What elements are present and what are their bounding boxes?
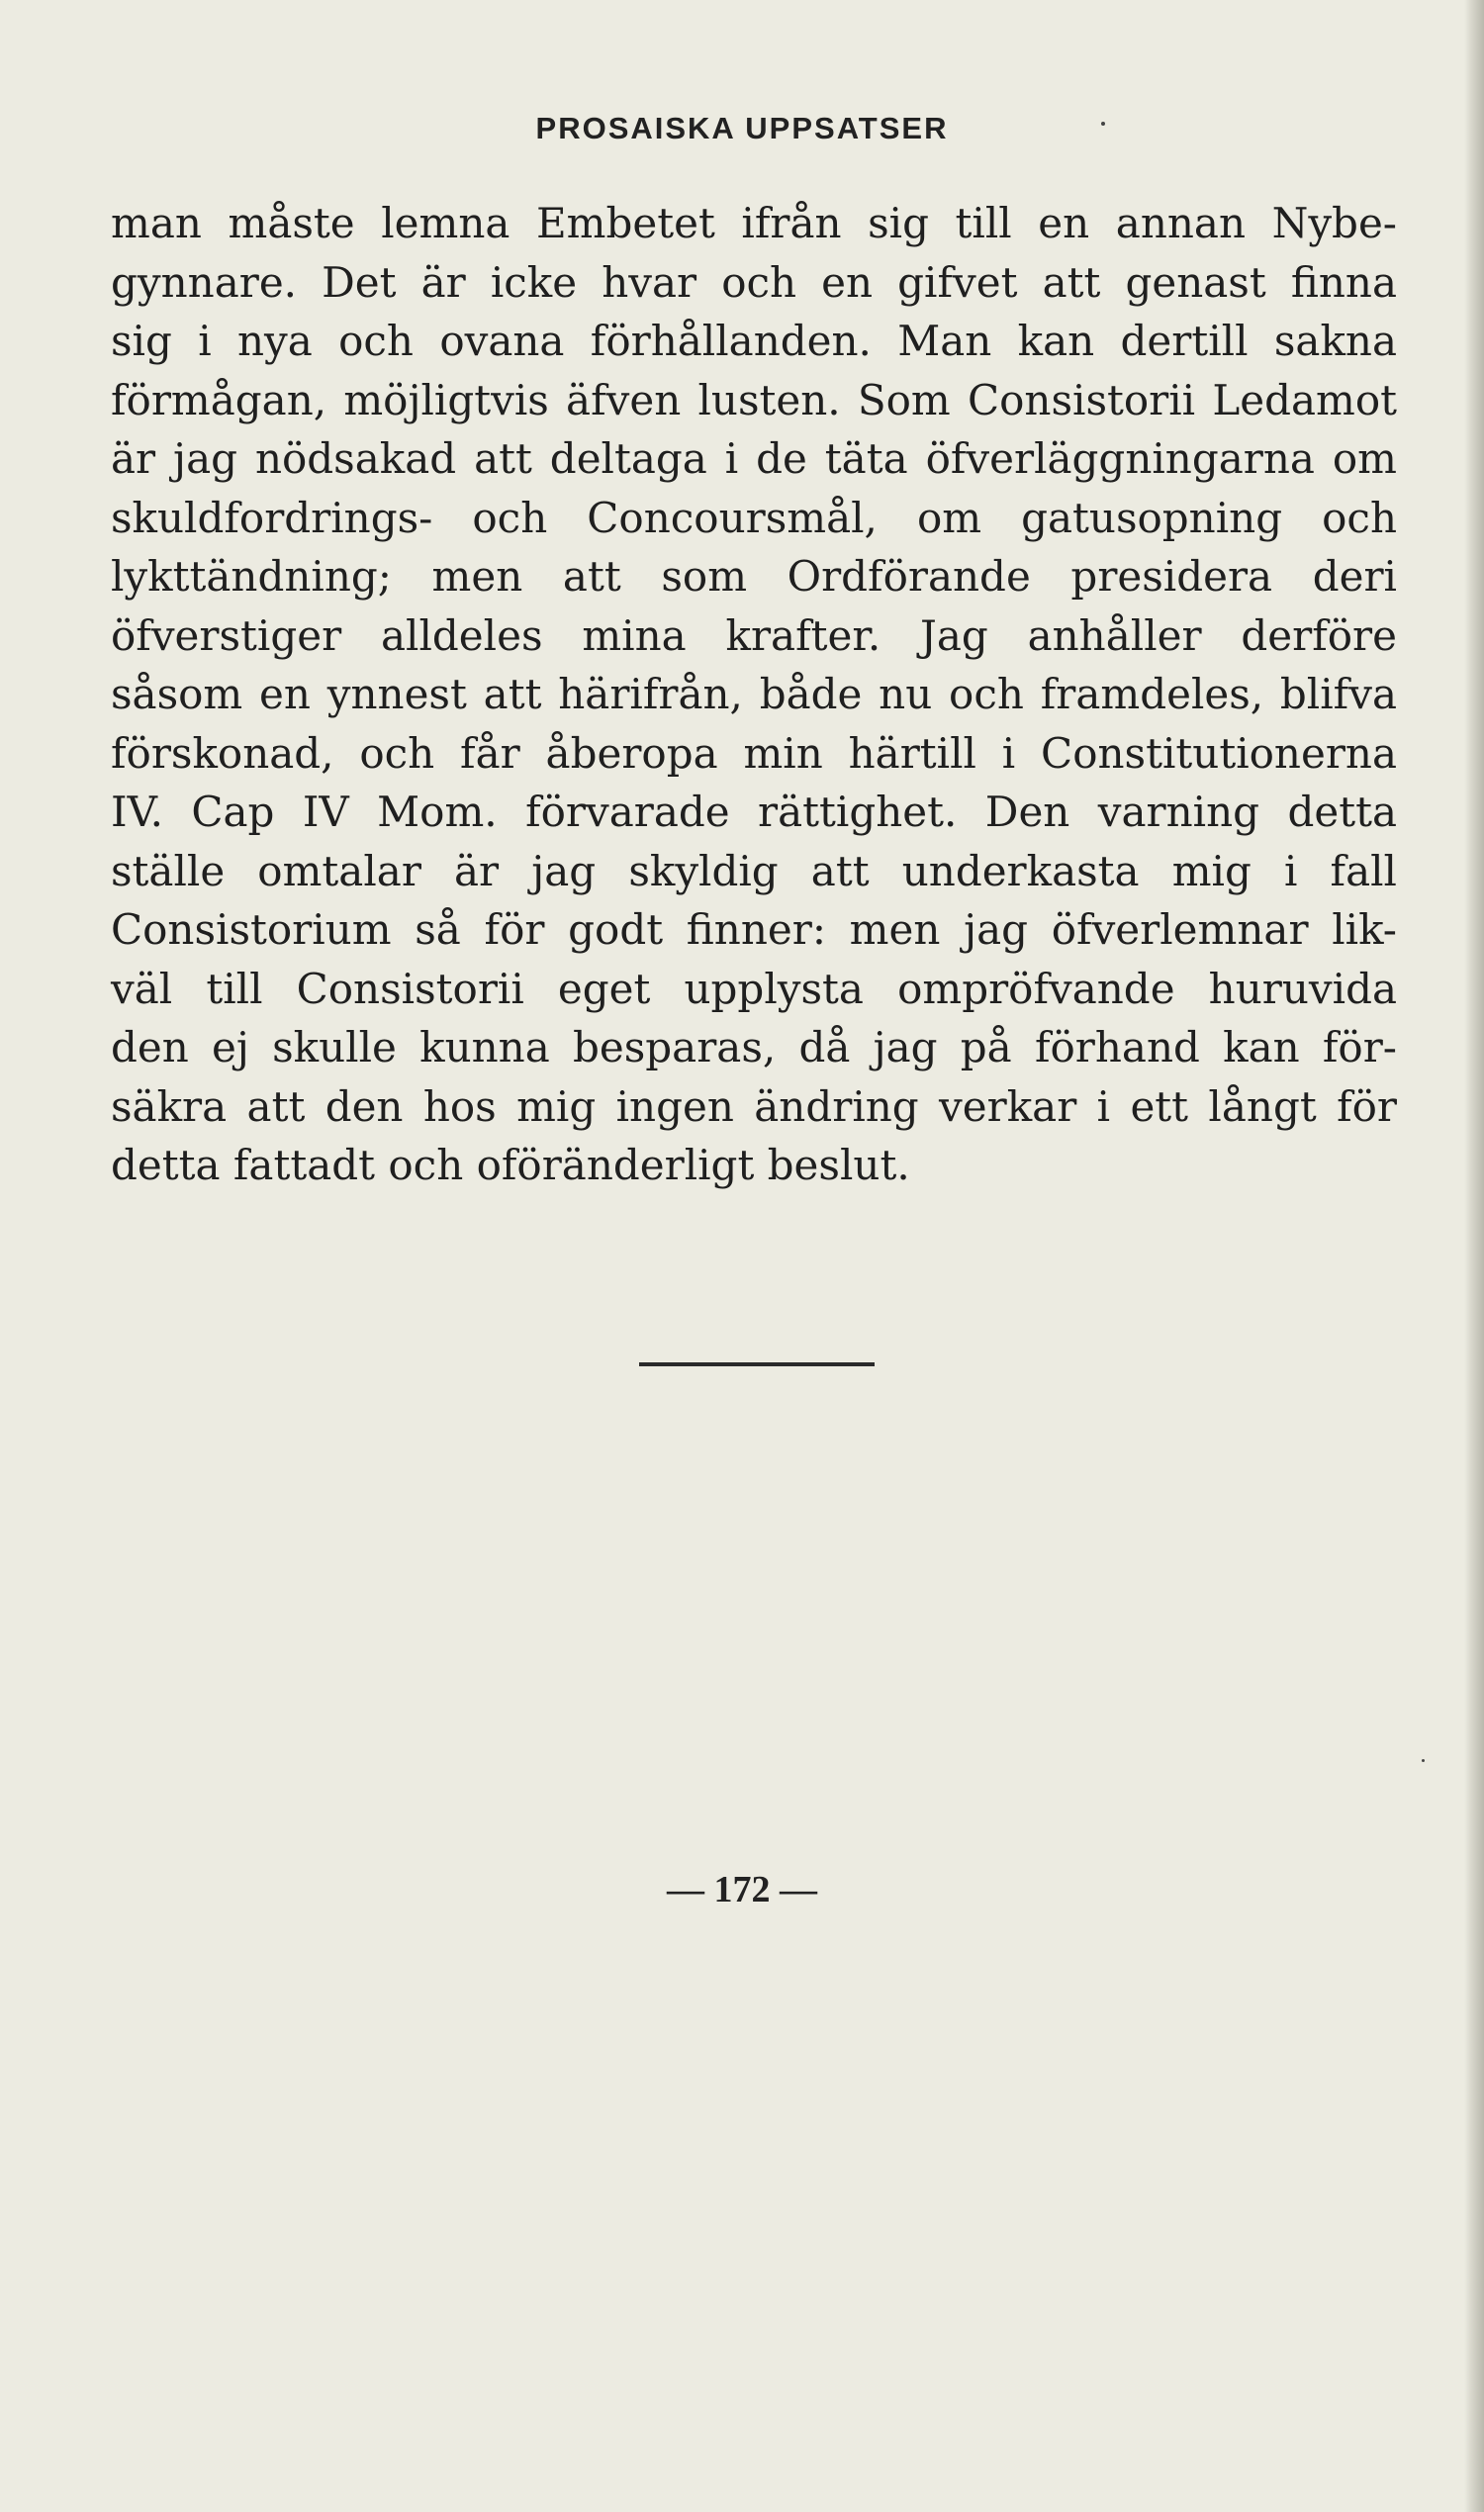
body-text [111, 194, 1397, 1195]
text-line: sig i nya och ovana förhållanden. Man kan dertill sakna [111, 317, 1397, 365]
section-divider [639, 1362, 875, 1366]
text-line: förskonad, och får åberopa min härtill i Constitutionerna [111, 728, 1397, 778]
text-line: man måste lemna Embetet ifrån sig till en annan Nybe- [111, 199, 1397, 247]
text-line: är jag nödsakad att deltaga i de täta öfverläggningarna om [111, 434, 1397, 483]
text-line: säkra att den hos mig ingen ändring verkar i ett långt för [111, 1081, 1397, 1131]
text-line: öfverstiger alldeles mina krafter. Jag anhåller derföre [111, 610, 1397, 660]
running-head: PROSAISKA UPPSATSER [535, 111, 949, 145]
text-line: såsom en ynnest att härifrån, både nu och framdeles, blifva [111, 670, 1397, 718]
text-line: IV. Cap IV Mom. förvarade rättighet. Den varning detta [111, 788, 1397, 836]
text-line: detta fattadt och oföränderligt beslut. [111, 1141, 910, 1189]
page-edge-shadow [1464, 0, 1484, 2512]
text-line: väl till Consistorii eget upplysta ompröfvande huruvida [111, 964, 1397, 1013]
text-line: förmågan, möjligtvis äfven lusten. Som Consistorii Ledamot [111, 375, 1397, 424]
text-line: den ej skulle kunna besparas, då jag på förhand kan för- [111, 1023, 1397, 1071]
page-number: — 172 — [667, 1869, 817, 1910]
text-line: gynnare. Det är icke hvar och en gifvet att genast finna [111, 257, 1397, 307]
speck-dot [1422, 1759, 1425, 1762]
text-line: skuldfordrings- och Concoursmål, om gatusopning och [111, 493, 1397, 542]
speck-dot [1101, 122, 1105, 126]
text-line: Consistorium så för godt finner: men jag öfverlemnar lik- [111, 905, 1397, 954]
text-line: ställe omtalar är jag skyldig att underkasta mig i fall [111, 846, 1397, 895]
text-line: lykttändning; men att som Ordförande presidera deri [111, 552, 1397, 601]
